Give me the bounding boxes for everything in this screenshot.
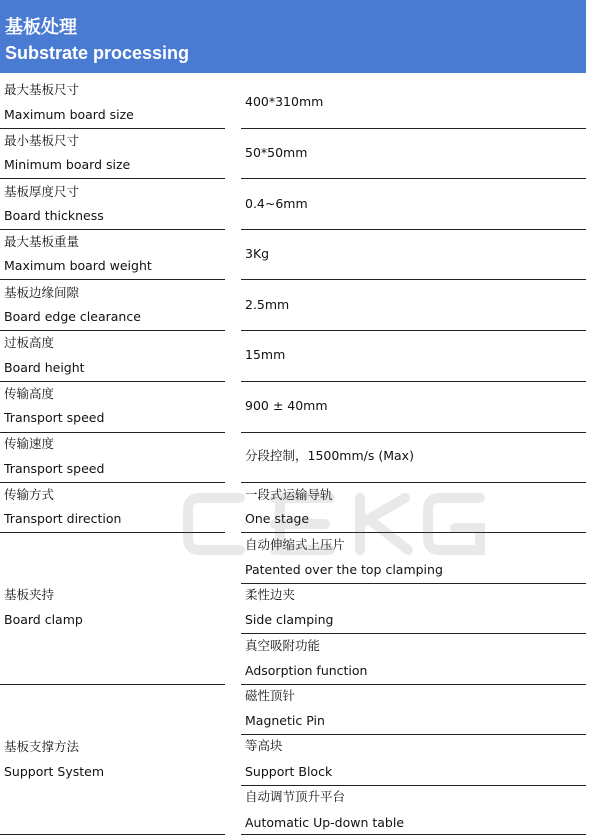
spec-label-en: Transport speed — [4, 410, 105, 425]
row-divider — [0, 684, 225, 685]
spec-item-en: Magnetic Pin — [245, 713, 325, 728]
spec-label-en: Support System — [4, 764, 104, 779]
spec-value-cell — [241, 433, 586, 481]
spec-label-cn: 传输方式 — [4, 487, 55, 502]
spec-value-cell — [241, 685, 586, 834]
row-divider — [241, 684, 586, 685]
spec-row — [0, 332, 586, 380]
spec-row — [0, 534, 586, 683]
spec-value-cn: 一段式运输导轨 — [245, 487, 333, 502]
spec-label-cn: 传输高度 — [4, 386, 55, 401]
spec-item-cn: 等高块 — [245, 738, 283, 753]
spec-row — [0, 685, 586, 834]
spec-label-en: Board thickness — [4, 208, 104, 223]
row-divider — [241, 785, 586, 786]
spec-label-cn: 最大基板重量 — [4, 234, 80, 249]
row-divider — [0, 330, 225, 331]
spec-value: 分段控制，1500mm/s (Max) — [245, 448, 414, 463]
spec-label-cn: 最小基板尺寸 — [4, 133, 80, 148]
spec-item-cn: 自动伸缩式上压片 — [245, 537, 346, 552]
spec-label-en: Board clamp — [4, 612, 83, 627]
spec-label-cell — [0, 230, 225, 278]
spec-label-en: Maximum board weight — [4, 258, 152, 273]
spec-value-cell — [241, 534, 586, 683]
spec-value-cell — [241, 180, 586, 228]
row-divider — [241, 583, 586, 584]
spec-label-en: Board edge clearance — [4, 309, 141, 324]
spec-label-cn: 基板厚度尺寸 — [4, 184, 80, 199]
spec-label-cell — [0, 383, 225, 431]
spec-value: 2.5mm — [245, 297, 290, 312]
spec-row — [0, 180, 586, 228]
spec-label-cell — [0, 281, 225, 329]
spec-value-cell — [241, 73, 586, 128]
spec-label-cn: 过板高度 — [4, 335, 55, 350]
row-divider — [241, 482, 586, 483]
spec-value-cell — [241, 129, 586, 178]
spec-row — [0, 433, 586, 481]
spec-label-cn: 基板夹持 — [4, 587, 55, 602]
spec-row — [0, 383, 586, 431]
section-header — [0, 0, 586, 73]
spec-row — [0, 230, 586, 278]
row-divider — [0, 432, 225, 433]
spec-value: 15mm — [245, 347, 286, 362]
spec-item-cn: 真空吸附功能 — [245, 638, 321, 653]
row-divider — [241, 178, 586, 179]
spec-value-cell — [241, 484, 586, 532]
spec-item-en: Support Block — [245, 764, 333, 779]
spec-row — [0, 281, 586, 329]
spec-item-en: Patented over the top clamping — [245, 562, 443, 577]
spec-value: 900 ± 40mm — [245, 398, 328, 413]
spec-value: 400*310mm — [245, 94, 324, 109]
row-divider — [241, 128, 586, 129]
spec-item-en: Side clamping — [245, 612, 334, 627]
section-title-cn: 基板处理 — [5, 17, 77, 38]
spec-item-en: Automatic Up-down table — [245, 815, 405, 830]
spec-label-en: Board height — [4, 360, 85, 375]
row-divider — [0, 482, 225, 483]
spec-value-cell — [241, 230, 586, 278]
row-divider — [241, 432, 586, 433]
spec-label-cell — [0, 73, 225, 128]
spec-item-cn: 自动调节顶升平台 — [245, 789, 346, 804]
spec-value: 0.4~6mm — [245, 196, 308, 211]
row-divider — [0, 128, 225, 129]
row-divider — [0, 834, 225, 835]
spec-value-cell — [241, 332, 586, 380]
spec-label-cell — [0, 129, 225, 178]
spec-label-cell — [0, 332, 225, 380]
row-divider — [241, 279, 586, 280]
spec-row — [0, 73, 586, 128]
row-divider — [241, 532, 586, 533]
spec-value-cell — [241, 383, 586, 431]
row-divider — [241, 229, 586, 230]
spec-value: 50*50mm — [245, 145, 308, 160]
row-divider — [0, 381, 225, 382]
spec-label-cell — [0, 433, 225, 481]
row-divider — [241, 834, 586, 835]
spec-label-en: Transport direction — [4, 511, 122, 526]
spec-label-en: Transport speed — [4, 461, 105, 476]
spec-label-cn: 基板支撑方法 — [4, 739, 80, 754]
row-divider — [0, 229, 225, 230]
spec-label-cn: 基板边缘间隙 — [4, 285, 80, 300]
spec-row — [0, 484, 586, 532]
row-divider — [0, 532, 225, 533]
spec-item-cn: 柔性边夹 — [245, 587, 296, 602]
spec-label-cell — [0, 685, 225, 834]
spec-label-cell — [0, 484, 225, 532]
spec-value: 3Kg — [245, 246, 270, 261]
spec-value-en: One stage — [245, 511, 310, 526]
row-divider — [241, 381, 586, 382]
spec-label-cn: 传输速度 — [4, 436, 55, 451]
row-divider — [0, 178, 225, 179]
spec-row — [0, 129, 586, 178]
spec-label-en: Maximum board size — [4, 107, 134, 122]
spec-value-cell — [241, 281, 586, 329]
row-divider — [241, 734, 586, 735]
row-divider — [241, 330, 586, 331]
spec-label-cn: 最大基板尺寸 — [4, 82, 80, 97]
spec-item-cn: 磁性顶针 — [245, 688, 296, 703]
section-title-en: Substrate processing — [5, 43, 190, 63]
spec-label-cell — [0, 534, 225, 683]
row-divider — [241, 633, 586, 634]
spec-item-en: Adsorption function — [245, 663, 368, 678]
spec-label-cell — [0, 180, 225, 228]
row-divider — [0, 279, 225, 280]
spec-label-en: Minimum board size — [4, 157, 131, 172]
